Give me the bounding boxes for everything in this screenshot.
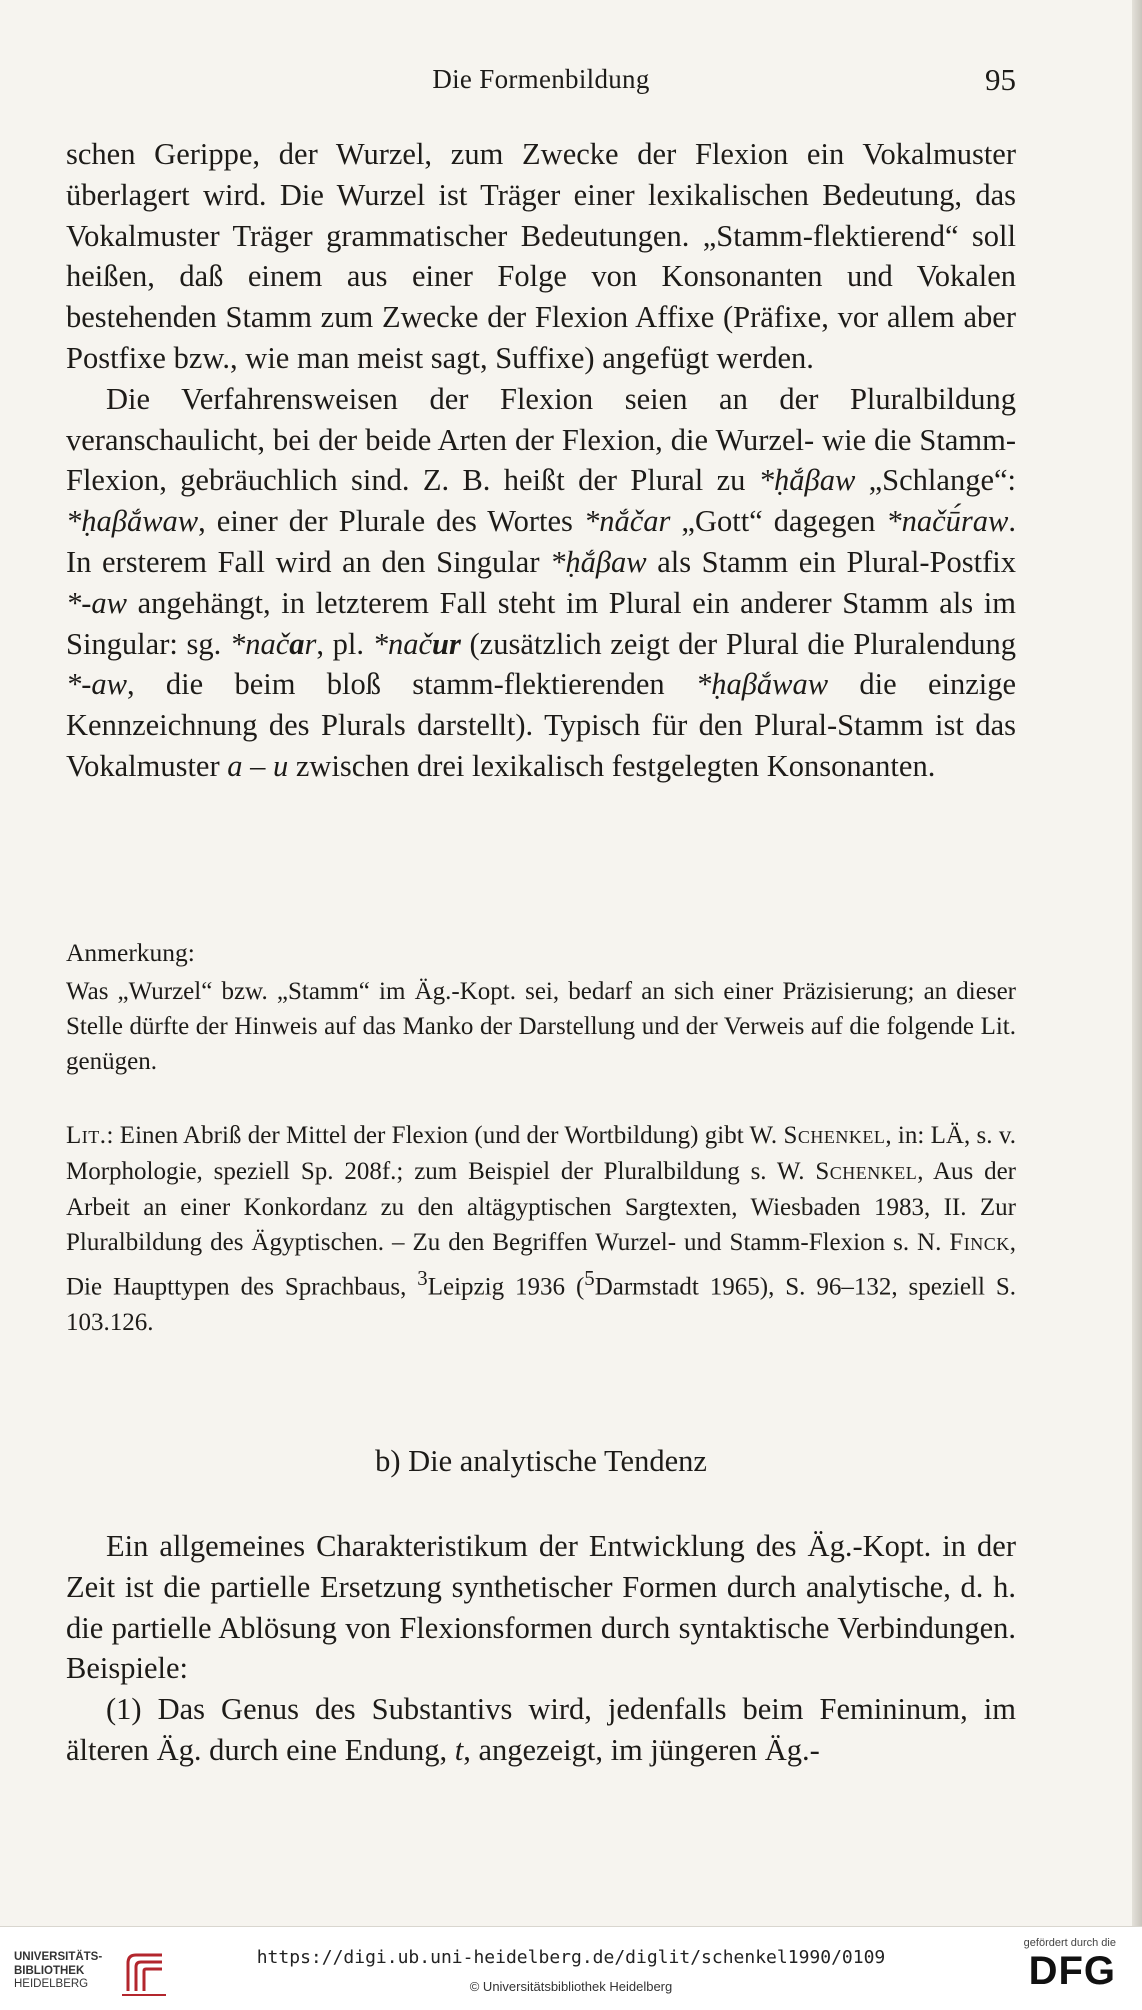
running-title: Die Formenbildung bbox=[432, 64, 650, 94]
text-run: : Einen Abriß der Mittel der Flexion (und der Wortbildung) gibt W. bbox=[106, 1122, 784, 1149]
dfg-logo: DFG bbox=[1028, 1949, 1116, 1993]
page-edge bbox=[1132, 0, 1142, 1926]
literature-block bbox=[66, 1118, 1016, 1341]
copyright-notice: © Universitätsbibliothek Heidelberg bbox=[469, 1979, 673, 1994]
transcription: *ḥaβắwaw bbox=[66, 504, 199, 539]
text-run: , einer der Plurale des Wortes bbox=[198, 504, 584, 539]
note-text: Was „Wurzel“ bzw. „Stamm“ im Äg.-Kopt. sei, bedarf an sich einer Präzisierung; an dieser Stelle dürfte der Hinweis auf das Manko der Darstellung und der Verweis auf die folgende Lit. genügen. bbox=[66, 978, 1016, 1075]
note-heading: Anmerkung: bbox=[66, 938, 195, 967]
text-run: (1) Das Genus des Substantivs wird, jedenfalls beim Femininum, im älteren Äg. durch eine Endung, bbox=[66, 1692, 1016, 1767]
text-run: , Aus der Arbeit an einer Konkordanz zu den altägyptischen Sargtexten, Wiesbaden 1983, II. Zur Pluralbildung des Ägyptischen. – Zu den Begriffen Wurzel- und Stamm-Flexion s. N. bbox=[66, 1157, 1017, 1257]
note-block bbox=[66, 935, 1016, 1079]
emphasized-consonant: r bbox=[448, 626, 461, 661]
literature-text bbox=[66, 1118, 1016, 1341]
transcription: a – u bbox=[227, 748, 289, 783]
paragraph-1: schen Gerippe, der Wurzel, zum Zwecke der Flexion ein Vokalmuster überlagert wird. Die Wurzel ist Träger einer lexikalischen Bedeutung, das Vokalmuster Träger grammatischer Bedeutungen. „Stamm-flektierend“ soll heißen, daß einem aus einer Folge von Konsonanten und Vokalen bestehenden Stamm zum Zwecke der Flexion Affixe (Präfixe, vor allem aber Postfixe bzw., wie man meist sagt, Suffixe) angefügt werden. bbox=[66, 137, 1016, 375]
emphasized-vowel: u bbox=[432, 626, 449, 661]
edition-superscript: 3 bbox=[417, 1266, 428, 1291]
author-name: Schenkel bbox=[815, 1157, 918, 1185]
running-head bbox=[66, 62, 1016, 102]
text-run: (zusätzlich zeigt der Plural die Pluralendung bbox=[460, 626, 1016, 661]
transcription: r bbox=[304, 626, 317, 661]
emphasized-vowel: a bbox=[289, 626, 305, 661]
text-run: Die Verfahrensweisen der Flexion seien an der Pluralbildung veranschaulicht, bei der beide Arten der Flexion, die Wurzel- wie die Stamm-Flexion, gebräuchlich sind. Z. B. heißt der Plural zu bbox=[66, 381, 1016, 498]
main-text-continued bbox=[66, 1526, 1016, 1771]
text-run: , die beim bloß stamm-flektierenden bbox=[127, 667, 696, 702]
page-number: 95 bbox=[985, 62, 1016, 97]
transcription: *nač bbox=[229, 626, 290, 661]
text-run: , in: LÄ, s. v. Morphologie, speziell Sp. 208f.; zum Beispiel der Pluralbildung s. W. bbox=[66, 1122, 1016, 1185]
transcription: *ḥắβaw bbox=[550, 544, 647, 579]
text-run: Darmstadt 1965), S. 96–132, speziell S. 103.126. bbox=[66, 1273, 1016, 1337]
transcription: *nač bbox=[372, 626, 432, 661]
text-run: „Gott“ dagegen bbox=[670, 504, 887, 539]
text-run: als Stamm ein Plural-Postfix bbox=[646, 544, 1016, 579]
text-run: angehängt, in letzterem Fall steht im Plural ein anderer Stamm als im Singular: sg. bbox=[66, 585, 1016, 661]
viewer-footer bbox=[0, 1926, 1142, 2010]
text-run: , Die Haupttypen des Sprachbaus, bbox=[66, 1229, 1016, 1301]
text-run: zwischen drei lexikalisch festgelegten Konsonanten. bbox=[288, 748, 936, 783]
text-run: , pl. bbox=[316, 626, 373, 661]
paragraph-3: Ein allgemeines Charakteristikum der Entwicklung des Äg.-Kopt. in der Zeit ist die partielle Ersetzung synthetischer Formen durch analytische, d. h. die partielle Ablösung von Flexionsformen durch syntaktische Verbindungen. Beispiele: bbox=[66, 1529, 1016, 1686]
transcription: *nắčar bbox=[583, 504, 671, 539]
author-name: Finck bbox=[949, 1229, 1010, 1257]
paragraph-2 bbox=[66, 379, 1016, 787]
text-run: Leipzig 1936 ( bbox=[427, 1273, 585, 1301]
paragraph-4 bbox=[66, 1689, 1016, 1771]
text-run: die einzige Kennzeichnung des Plurals darstellt). Typisch für den Plural-Stamm ist das Vokalmuster bbox=[66, 667, 1017, 783]
library-name-line: HEIDELBERG bbox=[14, 1978, 89, 1990]
text-run: „Schlange“: bbox=[855, 463, 1016, 498]
transcription: *-aw bbox=[66, 585, 127, 620]
dfg-caption: gefördert durch die bbox=[1023, 1937, 1116, 1949]
library-name-line: BIBLIOTHEK bbox=[14, 1964, 85, 1977]
main-text bbox=[66, 134, 1016, 787]
text-run: , angezeigt, im jüngeren Äg.- bbox=[463, 1732, 820, 1767]
edition-superscript: 5 bbox=[584, 1266, 595, 1291]
library-name-line: UNIVERSITÄTS- bbox=[14, 1951, 103, 1963]
author-name: Schenkel bbox=[783, 1122, 886, 1149]
text-run: . In ersterem Fall wird an den Singular bbox=[66, 504, 1016, 579]
literature-label: Lit. bbox=[66, 1122, 107, 1149]
transcription: *ḥắβaw bbox=[758, 463, 856, 498]
transcription: *-aw bbox=[66, 667, 127, 702]
permalink-url[interactable]: https://digi.ub.uni-heidelberg.de/diglit/schenkel1990/0109 bbox=[256, 1947, 886, 1968]
subsection-heading: b) Die analytische Tendenz bbox=[375, 1444, 707, 1478]
transcription: *načū́raw bbox=[886, 504, 1009, 539]
transcription: t bbox=[454, 1732, 464, 1767]
transcription: *ḥaβắwaw bbox=[695, 667, 829, 702]
dfg-funding[interactable] bbox=[1006, 1937, 1116, 2003]
